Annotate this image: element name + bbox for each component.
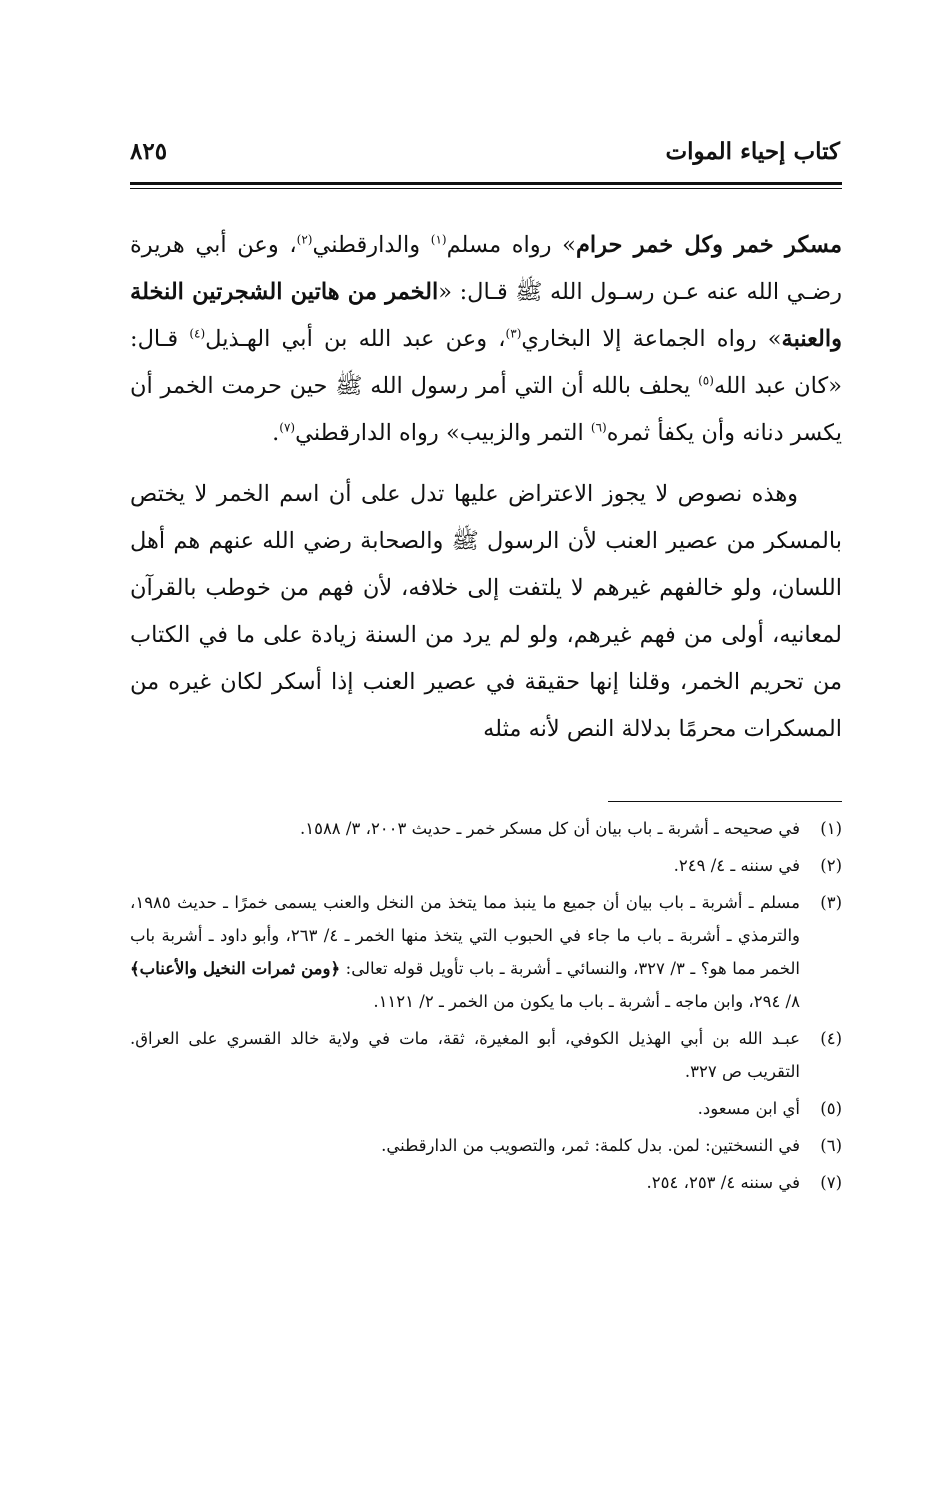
header-title: كتاب إحياء الموات (665, 138, 840, 165)
footnote-text: في سننه ـ ٤/ ٢٤٩. (673, 856, 800, 875)
footnote-text: في النسختين: لمن. بدل كلمة: ثمر، والتصويب من الدارقطني. (381, 1136, 800, 1155)
footnote-number: (٦) (820, 1136, 842, 1155)
footnote-6 (130, 1129, 842, 1162)
footnote-ref-6[interactable]: (٦) (590, 420, 607, 435)
body-text (130, 222, 842, 753)
paragraph-2: وهذه نصوص لا يجوز الاعتراض عليها تدل على أن اسم الخمر لا يختص بالمسكر من عصير العنب لأن الرسول ﷺ والصحابة رضي الله عنهم هم أهل اللسان، ولو خالفهم غيرهم لا يلتفت إلى خلافه، لأن فهم من خوطب بالقرآن لمعانيه، أولى من فهم غيرهم، ولو لم يرد من السنة زيادة على ما في الكتاب من تحريم الخمر، وقلنا إنها حقيقة في عصير العنب إذا أسكر لكان غيره من المسكرات محرمًا بدلالة النص لأنه مثله (130, 481, 842, 742)
quran-verse-bold: ﴿ومن ثمرات النخيل والأعناب﴾ (130, 959, 341, 978)
text-run: التمر والزبيب» رواه الدارقطني (295, 420, 591, 446)
footnote-3 (130, 886, 842, 1018)
header-rule (130, 182, 842, 185)
footnote-4 (130, 1022, 842, 1088)
footnote-number: (٣) (820, 893, 842, 912)
footnote-text-run: مسلم ـ أشربة ـ باب بيان أن جميع ما ينبذ مما يتخذ من النخل والعنب يسمى خمرًا ـ حديث ١٩٨٥، والترمذي ـ أشربة ـ باب ما جاء في الحبوب التي يتخذ منها الخمر ـ ٤/ ٢٦٣، وأبو داود ـ أشربة باب الخمر مما هو؟ ـ ٣/ ٣٢٧، والنسائي ـ أشربة ـ باب تأويل قوله تعالى: (130, 893, 801, 978)
footnote-7 (130, 1166, 842, 1199)
footnote-1 (130, 812, 842, 845)
hadith-quote-bold: مسكر خمر وكل خمر حرام (575, 232, 842, 258)
text-run: قـال: «كان عبد الله (130, 326, 842, 399)
hadith-quote-bold: الخمر من هاتين الشجرتين النخلة والعنبة (130, 279, 842, 352)
footnote-number: (٢) (820, 856, 842, 875)
text-run: . (272, 420, 280, 446)
footnote-text: في سننه ٤/ ٢٥٣، ٢٥٤. (646, 1173, 800, 1192)
footnote-2 (130, 849, 842, 882)
footnote-number: (٤) (820, 1029, 842, 1048)
footnote-ref-2[interactable]: (٢) (296, 232, 313, 247)
text-run: والدارقطني (312, 232, 431, 258)
footnote-separator (608, 801, 842, 802)
footnote-ref-1[interactable]: (١) (430, 232, 447, 247)
footnote-text: في صحيحه ـ أشربة ـ باب بيان أن كل مسكر خمر ـ حديث ٢٠٠٣، ٣/ ١٥٨٨. (299, 819, 800, 838)
text-run: يحلف بالله أن التي أمر رسول الله ﷺ حين حرمت الخمر أن يكسر دنانه وأن يكفأ ثمره (130, 373, 842, 446)
footnote-ref-3[interactable]: (٣) (505, 326, 522, 341)
footnotes (130, 812, 842, 1203)
footnote-text-run: ٨/ ٢٩٤، وابن ماجه ـ أشربة ـ باب ما يكون من الخمر ـ ٢/ ١١٢١. (373, 992, 800, 1011)
footnote-ref-4[interactable]: (٤) (189, 326, 206, 341)
footnote-number: (٥) (820, 1099, 842, 1118)
text-run: ، وعن عبد الله بن أبي الهـذيل (205, 326, 506, 352)
footnote-text (130, 886, 800, 1018)
page-number: ٨٢٥ (130, 138, 168, 165)
footnote-text: عبـد الله بن أبي الهذيل الكوفي، أبو المغيرة، ثقة، مات في ولاية خالد القسري على العراق. التقريب ص ٣٢٧. (130, 1029, 800, 1081)
footnote-5 (130, 1092, 842, 1125)
text-run: ، وعن أبي هريرة رضـي الله عنه عـن رسـول الله ﷺ قـال: « (130, 232, 842, 305)
footnote-number: (١) (820, 819, 842, 838)
running-header (130, 138, 840, 178)
footnote-number: (٧) (820, 1173, 842, 1192)
footnote-ref-5[interactable]: (٥) (698, 373, 714, 388)
footnote-text: أي ابن مسعود. (697, 1099, 800, 1118)
text-run: » رواه الجماعة إلا البخاري (521, 326, 782, 352)
footnote-ref-7[interactable]: (٧) (279, 420, 296, 435)
text-run: » رواه مسلم (446, 232, 576, 258)
paragraph-1 (130, 222, 842, 457)
header-rule-thin (130, 188, 842, 189)
